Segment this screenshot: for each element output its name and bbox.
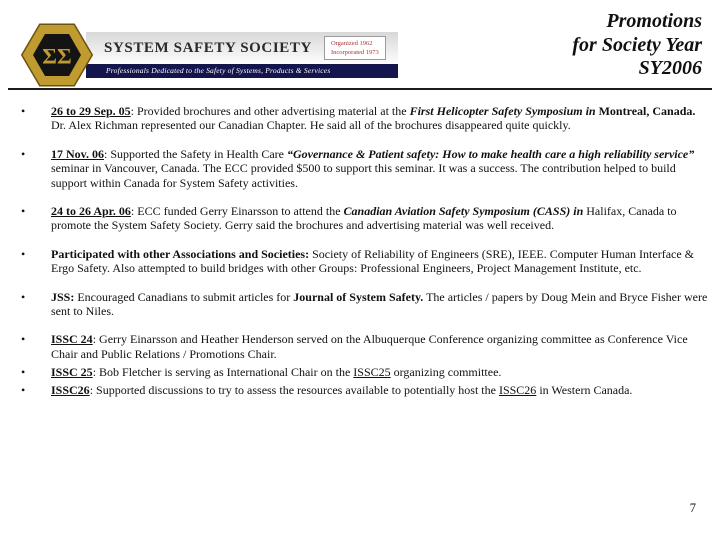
bullet-item bbox=[18, 365, 710, 379]
bullet-text-segment: Encouraged Canadians to submit articles for bbox=[74, 289, 294, 304]
bullet-item bbox=[18, 332, 710, 361]
society-hexagon-logo-icon bbox=[18, 22, 96, 88]
title-line-2: for Society Year bbox=[572, 33, 702, 56]
bullet-item bbox=[18, 247, 710, 276]
logo-tagline-banner: Professionals Dedicated to the Safety of Systems, Products & Services bbox=[86, 64, 398, 78]
bullet-text-segment: Montreal, Canada. bbox=[598, 104, 696, 118]
bullet-item bbox=[18, 290, 710, 319]
bullet-text-segment: ISSC 25 bbox=[51, 365, 93, 380]
bullet-text-segment: Canadian Aviation Safety Symposium (CASS) in bbox=[343, 203, 584, 218]
bullet-text-segment: : Supported discussions to try to assess the resources available to potentially host the bbox=[89, 383, 499, 398]
bullet-item bbox=[18, 104, 710, 133]
page-number: 7 bbox=[689, 501, 696, 515]
bullet-item bbox=[18, 147, 710, 190]
bullet-text-segment: : Bob Fletcher is serving as International Chair on the bbox=[92, 365, 354, 380]
bullet-text-segment: 17 Nov. 06 bbox=[51, 146, 105, 161]
bullet-text-segment: ISSC26 bbox=[51, 383, 90, 398]
bullet-text-segment: 26 to 29 Sep. 05 bbox=[51, 104, 131, 118]
bullet-list bbox=[18, 104, 710, 398]
slide-title bbox=[572, 8, 702, 81]
founding-badge bbox=[324, 36, 386, 60]
bullet-text-segment: organizing committee. bbox=[390, 365, 502, 380]
logo-top-row bbox=[86, 32, 398, 64]
bullet-text-segment: in Western Canada. bbox=[536, 383, 633, 398]
bullet-text-segment: ISSC26 bbox=[498, 383, 537, 398]
bullet-text-segment: The articles / papers by Doug Mein and Bryce Fisher were sent to Niles. bbox=[51, 289, 708, 318]
bullet-text-segment: 24 to 26 Apr. 06 bbox=[51, 203, 131, 218]
bullet-text-segment: Halifax, Canada to promote the System Safety Society. Gerry said the brochures and advertising material was well received. bbox=[51, 203, 677, 233]
bullet-item bbox=[18, 204, 710, 233]
bullet-text-segment: : Supported the Safety in Health Care bbox=[104, 146, 287, 161]
bullet-text-segment: Society of Reliability of Engineers (SRE), IEEE. Computer Human Interface & Ergo Safety. Also attempted to build bridges with other Groups: Professional Engineers, Project Management Institute, etc. bbox=[51, 246, 695, 276]
bullet-text-segment: : Provided brochures and other advertising material at the bbox=[130, 104, 410, 118]
bullet-text-segment: JSS: bbox=[51, 289, 75, 304]
sigma-glyphs: ΣΣ bbox=[42, 43, 72, 69]
bullet-text-segment: : ECC funded Gerry Einarsson to attend the bbox=[130, 203, 344, 218]
bullet-item bbox=[18, 383, 710, 397]
slide-header bbox=[0, 0, 720, 86]
bullet-text-segment: ISSC 24 bbox=[51, 332, 93, 347]
badge-line-incorporated: Incorporated 1973 bbox=[330, 49, 379, 56]
bullet-text-segment: : Gerry Einarsson and Heather Henderson served on the Albuquerque Conference organizing committee as Conference Vice Chair and Public Relations / Promotions Chair. bbox=[51, 332, 688, 361]
bullet-text-segment: Dr. Alex Richman represented our Canadian Chapter. He said all of the brochures disappeared quite quickly. bbox=[51, 118, 571, 133]
bullet-text-segment: ISSC25 bbox=[353, 365, 391, 380]
logo-text-block bbox=[86, 32, 398, 78]
bullet-text-segment: “Governance & Patient safety: How to make health care a high reliability service” bbox=[286, 146, 695, 161]
bullet-text-segment: seminar in Vancouver, Canada. The ECC provided $500 to support this seminar. It was a success. The contribution helped to build support within Canada for System Safety activities. bbox=[51, 161, 676, 190]
title-line-3: SY2006 bbox=[638, 57, 702, 80]
badge-line-organized: Organized 1962 bbox=[330, 39, 373, 47]
bullet-text-segment: First Helicopter Safety Symposium in bbox=[409, 104, 599, 118]
logo bbox=[18, 22, 398, 88]
header-divider bbox=[8, 88, 712, 90]
title-line-1: Promotions bbox=[606, 10, 702, 32]
bullet-text-segment: Journal of System Safety. bbox=[293, 289, 424, 304]
bullet-text-segment: Participated with other Associations and Societies: bbox=[51, 246, 310, 261]
org-name: SYSTEM SAFETY SOCIETY bbox=[104, 39, 312, 56]
